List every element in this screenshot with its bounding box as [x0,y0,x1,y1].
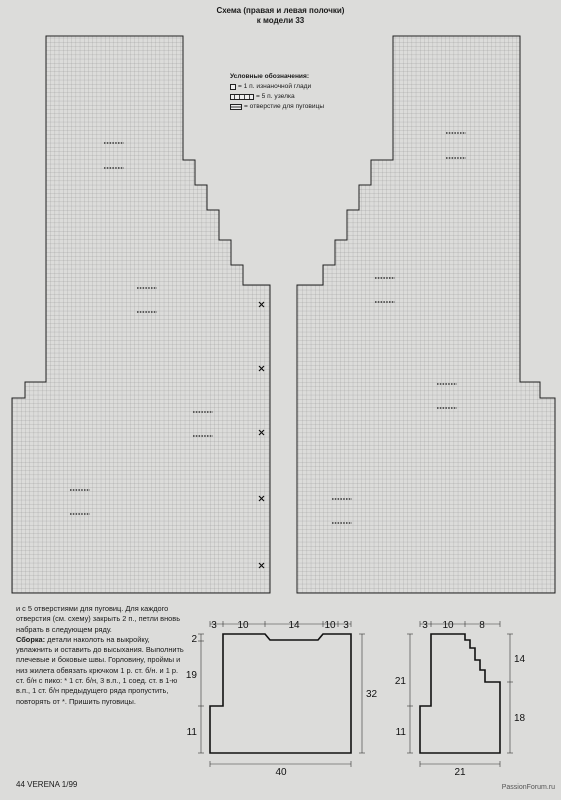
back-dim-top-2: 10 [237,620,249,631]
legend-item-knot-text: = 5 п. узелка [256,93,295,100]
assembly-label: Сборка: [16,634,46,644]
chart-title-line1: Схема (правая и левая полочки) [216,6,345,15]
buttonhole-icon [230,104,242,110]
front-dim-left-2: 11 [395,727,406,738]
back-dim-right: 32 [366,689,378,700]
back-dim-top-5: 3 [343,620,349,631]
site-watermark: PassionForum.ru [501,784,555,791]
front-dim-top-3: 8 [479,620,485,631]
legend [230,72,324,112]
front-dim-right-2: 18 [514,713,526,724]
instructions-text [16,604,188,707]
back-dim-left-3: 11 [186,727,197,738]
front-dim-top-1: 3 [422,620,428,631]
purl-stitch-icon [230,84,236,90]
instructions-paragraph-1: и с 5 отверстиями для пуговиц. Для каждого отверстия (см. схему) закрыть 2 п., петли вновь набрать в следующем ряду. [16,604,181,634]
legend-item-knot [230,92,324,102]
legend-item-stitch-text: = 1 п. изнаночной глади [238,83,312,90]
back-schematic [186,620,378,778]
instructions-paragraph-2: детали наколоть на выкройку, увлажнить и оставить до высыхания. Выполнить плечевые и боковые швы. Горловину, проймы и низ жилета обвязать крючком 1 р. ст. б/н. и 1 р. ст. б/н с пико: * 1 ст. б/н, 3 в.п., 1 соед. ст. в 1-ю в.п., 1 ст. б/н предыдущего ряда пропустить, повторять от *. Пришить пуговицы. [16,634,184,706]
back-dim-top-4: 10 [324,620,336,631]
front-dim-left-1: 21 [394,676,406,687]
front-dim-top-2: 10 [442,620,454,631]
legend-title: Условные обозначения: [230,73,310,80]
back-dim-left-2: 19 [185,670,197,681]
knot-icon [230,94,254,100]
front-schematic [395,620,526,778]
chart-title-line2: к модели 33 [256,16,305,25]
legend-item-hole-text: = отверстие для пуговицы [244,103,325,110]
legend-item-hole [230,102,324,112]
front-dim-bottom: 21 [454,767,466,778]
page-number: 44 VERENA 1/99 [16,780,78,789]
back-dim-top-3: 14 [288,620,300,631]
left-front-chart [12,36,270,593]
front-dim-right-1: 14 [514,654,526,665]
legend-item-stitch [230,82,324,92]
back-dim-top-1: 3 [211,620,217,631]
back-dim-left-1: 2 [191,634,197,645]
right-front-chart [297,36,555,593]
back-dim-bottom: 40 [275,767,287,778]
